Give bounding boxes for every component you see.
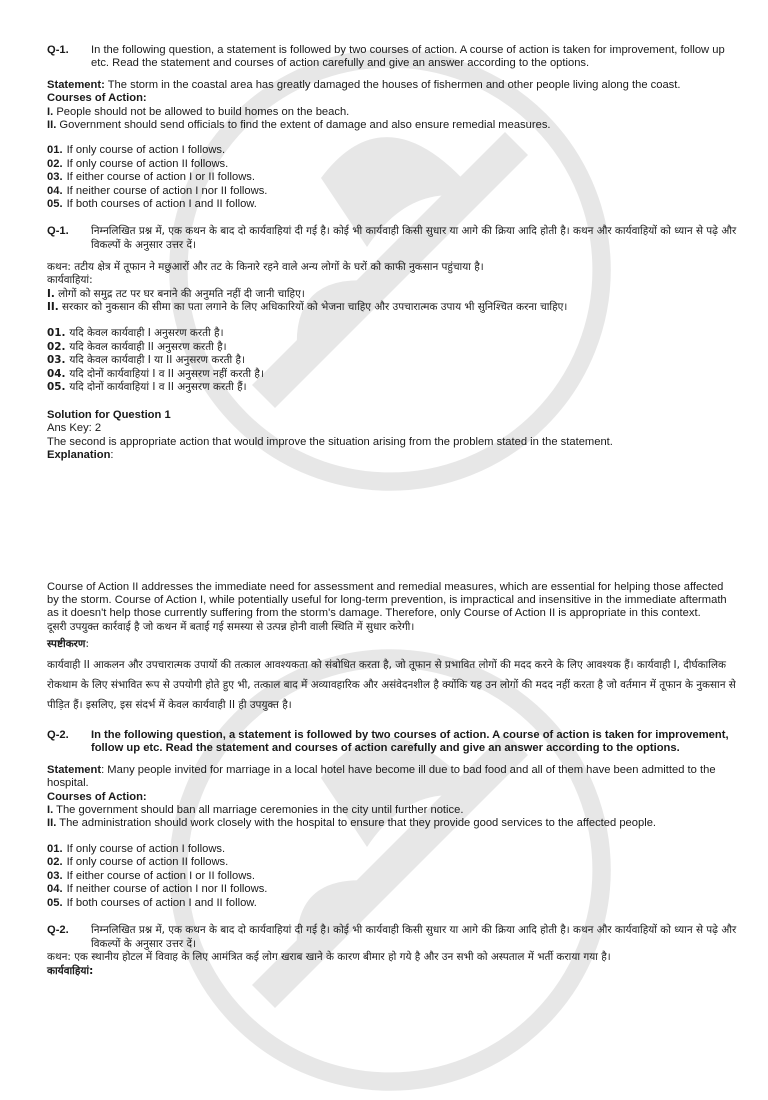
statement-hindi: कथन: तटीय क्षेत्र में तूफान ने मछुआरों और तट के किनारे रहने वाले अन्य लोगों के घरों को काफी नुकसान पहुंचाया है। [47,260,484,273]
course-text: लोगों को समुद्र तट पर घर बनाने की अनुमति नहीं दी जानी चाहिए। [54,287,305,300]
option-text: If only course of action I follows. [66,842,226,855]
statement-label: Statement: [47,78,105,91]
courses-of-action-label-hindi: कार्यवाहियां: [47,274,93,287]
course-of-action-1 [47,804,737,817]
explanation-text-hindi: कार्यवाही II आकलन और उपचारात्मक उपायों की तत्काल आवश्यकता को संबोधित करता है, जो तूफान से प्रभावित लोगों की मदद करने के लिए आवश्यक हैं। कार्यवाही I, दीर्घकालिक रोकथाम के लिए संभावित रूप से उपयोगी होते हुए भी, तत्काल बाद में अव्यावहारिक और असंवेदनशील है क्योंकि यह उन लोगों की मदद नहीं करता है जो वर्तमान में तूफान के नुकसान से पीड़ित हैं। इसलिए, इस संदर्भ में केवल कार्यवाही II ही उपयुक्त है। [47,659,736,712]
course-number: I. [47,105,54,118]
statement [47,764,737,791]
option-4 [47,883,737,896]
statement-hindi: कथन: एक स्थानीय होटल में विवाह के लिए आमंत्रित कई लोग खराब खाने के कारण बीमार हो गये है और उन सभी को अस्पताल में भर्ती कराया गया है। [47,951,611,964]
option-2 [47,158,737,171]
course-number: II. [47,119,57,132]
document-page [47,44,737,978]
option-number: 05. [47,198,63,211]
option-text: यदि केवल कार्यवाही I या II अनुसरण करती है। [69,354,245,367]
solution-summary-hindi: दूसरी उपयुक्त कार्रवाई है जो कथन में बताई गई समस्या से उत्पन्न होनी वाली स्थिति में सुधार करेगी। [47,620,415,633]
option-text: If both courses of action I and II follow. [66,896,257,909]
explanation-label-hindi: स्पष्टीकरण [47,638,86,651]
question-number: Q-1. [47,44,69,56]
explanation-heading [47,449,737,462]
option-2 [47,856,737,869]
option-1 [47,843,737,856]
option-5 [47,198,737,211]
question-1-hindi-header [47,225,737,252]
option-number: 04. [47,367,66,380]
course-number: II. [47,817,57,830]
option-3 [47,171,737,184]
course-text: सरकार को नुकसान की सीमा का पता लगाने के लिए अधिकारियों को भेजना चाहिए और उपचारात्मक उपाय भी सुनिश्चित करना चाहिए। [58,301,568,314]
solution-summary: The second is appropriate action that would improve the situation arising from the problem stated in the statement. [47,435,613,448]
statement-text: The storm in the coastal area has greatly damaged the houses of fishermen and other people living along the coast. [104,78,681,91]
option-text: यदि केवल कार्यवाही I अनुसरण करती है। [69,327,224,340]
course-number: II. [47,301,59,314]
courses-of-action-label: Courses of Action: [47,790,147,803]
option-text: If neither course of action I nor II follows. [66,184,268,197]
explanation-heading-hindi [47,638,737,652]
question-intro: In the following question, a statement is followed by two courses of action. A course of action is taken for improvement, follow up etc. Read the statement and courses of action carefully and give an answer according to the options. [91,729,729,755]
question-intro: In the following question, a statement is followed by two courses of action. A course of action is taken for improvement, follow up etc. Read the statement and courses of action carefully and give an answer according to the options. [91,44,725,70]
option-text: If only course of action II follows. [66,157,229,170]
statement [47,79,737,92]
explanation-colon: : [85,638,89,651]
courses-of-action-label: Courses of Action: [47,92,147,105]
option-text: If neither course of action I nor II follows. [66,883,268,896]
course-text: Government should send officials to find the extent of damage and also ensure remedial measures. [56,119,551,132]
answer-key: Ans Key: 2 [47,422,102,435]
option-text: यदि केवल कार्यवाही II अनुसरण करती है। [69,340,227,353]
option-5 [47,897,737,910]
course-text: People should not be allowed to build homes on the beach. [53,105,350,118]
course-of-action-2-hindi [47,301,737,315]
statement-text: : Many people invited for marriage in a local hotel have become ill due to bad food and all of them have been admitted to the hospital. [47,763,716,790]
option-number: 05. [47,896,63,909]
option-number: 02. [47,157,63,170]
explanation-colon: : [110,449,114,462]
course-number: I. [47,804,54,817]
question-2-hindi-header [47,924,737,951]
explanation-text: Course of Action II addresses the immediate need for assessment and remedial measures, which are essential for helping those affected by the storm. Course of Action I, while potentially useful for long-term prevention, is impractical and insensitive in the immediate aftermath as it doesn't help those currently suffering from the storm's damage. Therefore, only Course of Action II is appropriate in this context. [47,580,727,620]
course-of-action-2 [47,119,737,132]
course-of-action-1 [47,106,737,119]
option-number: 01. [47,144,63,157]
courses-of-action-label-hindi: कार्यवाहियां: [47,964,94,977]
option-number: 05. [47,381,66,394]
option-text: If either course of action I or II follows. [66,869,255,882]
course-text: The administration should work closely with the hospital to ensure that they provide good services to the affected people. [56,817,657,830]
option-number: 03. [47,354,66,367]
question-number: Q-2. [47,923,69,936]
option-1-hindi [47,327,737,341]
course-text: The government should ban all marriage ceremonies in the city until further notice. [53,804,464,817]
option-number: 01. [47,842,63,855]
course-of-action-1-hindi [47,288,737,302]
explanation-label: Explanation [47,449,111,462]
option-1 [47,144,737,157]
question-number: Q-2. [47,729,69,742]
option-text: If both courses of action I and II follow. [66,198,257,211]
option-text: If only course of action II follows. [66,856,229,869]
option-text: If only course of action I follows. [66,144,226,157]
solution-title: Solution for Question 1 [47,409,171,421]
question-intro-hindi: निम्नलिखित प्रश्न में, एक कथन के बाद दो कार्यवाहियां दी गई है। कोई भी कार्यवाही किसी सुधार या आगे की क्रिया आदि होती है। कथन और कार्यवाहियों को ध्यान से पढ़े और विकल्पों के अनुसार उत्तर दें। [91,923,737,950]
option-number: 03. [47,171,63,184]
option-number: 02. [47,340,66,353]
question-intro-hindi: निम्नलिखित प्रश्न में, एक कथन के बाद दो कार्यवाहियां दी गई है। कोई भी कार्यवाही किसी सुधार या आगे की क्रिया आदि होती है। कथन और कार्यवाहियों को ध्यान से पढ़े और विकल्पों के अनुसार उत्तर दें। [91,225,737,252]
question-1-header [47,44,737,71]
option-text: यदि दोनों कार्यवाहियां I व II अनुसरण नहीं करती है। [69,367,264,380]
option-4-hindi [47,368,737,382]
option-5-hindi [47,381,737,395]
question-number: Q-1. [47,225,69,238]
option-2-hindi [47,341,737,355]
option-3-hindi [47,354,737,368]
course-of-action-2 [47,817,737,830]
course-number: I. [47,287,55,300]
option-number: 03. [47,869,63,882]
option-4 [47,185,737,198]
question-2-header [47,729,737,756]
option-text: यदि दोनों कार्यवाहियां I व II अनुसरण करती हैं। [69,381,247,394]
statement-label: Statement [47,763,102,776]
option-number: 02. [47,856,63,869]
option-number: 04. [47,184,63,197]
option-number: 01. [47,327,66,340]
option-3 [47,870,737,883]
option-text: If either course of action I or II follows. [66,171,255,184]
option-number: 04. [47,883,63,896]
